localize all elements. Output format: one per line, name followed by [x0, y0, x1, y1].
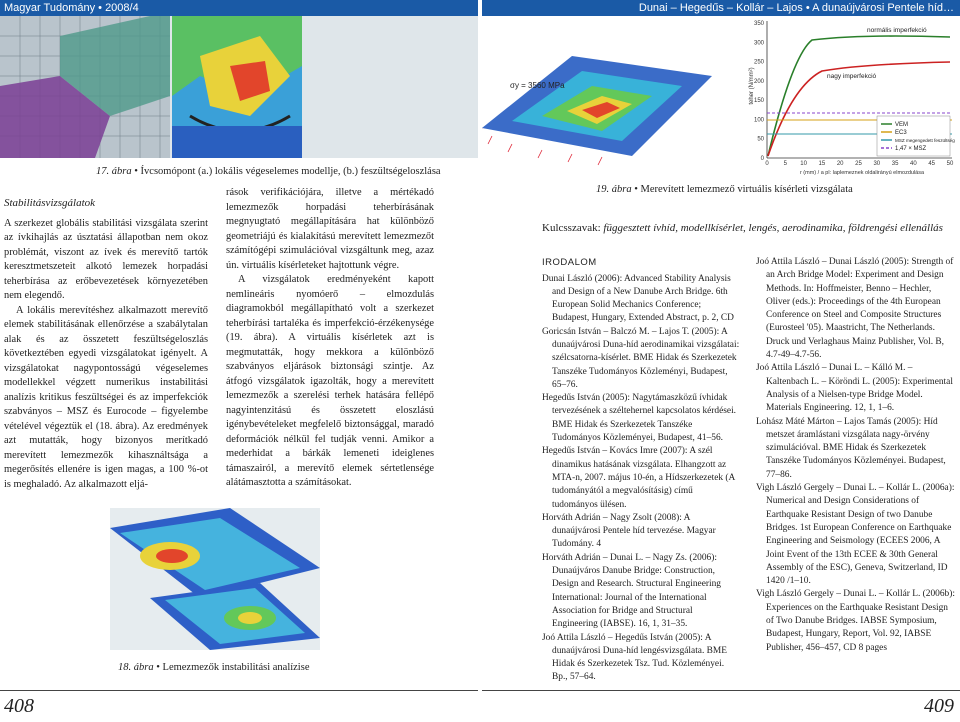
x-tick-label: 15 — [818, 161, 826, 167]
x-tick-label: 35 — [891, 161, 899, 167]
middle-paragraph-2: A vizsgálatok eredményeként kapott nemlineáris nyomóerő – elmozdulás diagramokból megállapítható volt a szerkezet teherbírási tartaléka és imperfekció-érzékenysége (19. ábra). A virtuális kísérletek azt is megmutatták, hogy mekkora a különböző szabványos eljárások biztonsági szintje. Az átfogó vizsgálatok igazolták, hogy a merevített lemezmezők a szerelési terhek hatására fellépő nagyintenzitású és összetett eloszlású igénybevételeket megfelelő biztonsággal, maradó deformációk nélkül fel tudják venni. Amikor a mederhidat a bárkák lemeneti ideiglenes támaszairól, a merevítő elemek sértetlensége alátámasztotta a számításokat. — [226, 274, 434, 488]
running-header-left: Magyar Tudomány • 2008/4 — [0, 0, 478, 16]
footer-rule-left — [0, 690, 478, 691]
x-ticks — [765, 161, 954, 167]
reference-item: Hegedűs István – Kovács Imre (2007): A szél dinamikus hatásának vizsgálata. Elhangzott az MTA-n, 2007. május 10-én, a Hídszerkezetek (A tudományától a megvalósításig) című tudományos ülésen. — [542, 446, 735, 510]
fig18-graphic — [110, 508, 320, 650]
middle-column — [226, 186, 434, 491]
fig19-image — [482, 16, 960, 176]
legend-item-0: VEM — [895, 122, 909, 128]
left-paragraph-2: A lokális merevítéshez alkalmazott merevítő elemek stabilitásának ellenőrzése a szabálytalan alak és az összetett feszültségeloszlás következtében egyedi vizsgálatokat igényelt. A vizsgálatokat nagypontosságú végeselemes modellekkel végzett numerikus instabilitási analízis kritikus feszültségei és az imperfekciók szabványos – MSZ és Eurocode – figyelembe vételével végeztük el (18. ábra). Az eredmények azt mutatták, hogy bizonyos merítkadó merevített lemezmezők kihasználtsága a megerősítés ellenére is igen magas, a 100 %-ot is meghaladó. Az alkalmazott eljá- — [4, 304, 208, 490]
reference-item: Lohász Máté Márton – Lajos Tamás (2005): Híd metszet áramlástani vizsgálata nagy-örvény szimulációval. BME Hidak és Szerkezetek Tanszéke Tudományos Közleményei. Budapest, 77–86. — [756, 416, 946, 480]
reference-item: Joó Attila László – Dunai László (2005): Strength of an Arch Bridge Model: Experiment and Design Methods. In: Hoffmeister, Benno – Hechler, Oliver (eds.): Proceedings of the 4th European Conference on Steel and Composite Structures (Eurosteel '05). Maastricht, The Netherlands. Druck und Verlaghaus Mainz Publisher, Vol. B, 4.7-49–4.7-56. — [756, 257, 954, 361]
x-tick-label: 20 — [836, 161, 844, 167]
fig18-caption: 18. ábra • Lemezmezők instabilitási analízise — [118, 662, 310, 673]
x-tick-label: 0 — [765, 161, 769, 167]
y-tick-label: 150 — [753, 98, 764, 105]
curve-normal-label: normális imperfekció — [867, 27, 927, 34]
fig19-graphic — [482, 16, 960, 176]
reference-item: Joó Attila László – Hegedűs István (2005): A dunaújvárosi Duna-híd lengésvizsgálata. BME Hidak és Szerkezetek Tsz. Tud. Közleményei. Bp., 57–64. — [542, 632, 727, 683]
fig19-caption: 19. ábra • Merevített lemezmező virtuális kísérleti vizsgálata — [596, 184, 853, 195]
y-tick-label: 350 — [753, 21, 764, 27]
left-paragraph-1: A szerkezet globális stabilitási vizsgálata szerint az ívkihajlás az úsztatási állapotban nem okoz problémát, viszont az ívek és merevítő tartók keresztmetszeteit alkotó lemezek horpadási teherbírása az erőbevezetések környezetében nem elegendő. — [4, 217, 208, 301]
y-tick-label: 200 — [753, 78, 764, 85]
legend-item-1: EC3 — [895, 130, 907, 136]
x-tick-label: 45 — [928, 161, 936, 167]
page-number-right: 409 — [924, 695, 954, 717]
keywords-text: függesztett ívhíd, modellkísérlet, lengés, aerodinamika, földrengési ellenállás — [603, 222, 943, 234]
references-heading: IRODALOM — [542, 257, 597, 268]
fig18-number: 18. ábra — [118, 662, 154, 673]
keywords-label: Kulcsszavak: — [542, 222, 601, 234]
reference-item: Joó Attila László – Dunai L. – Kálló M. – Kaltenbach L. – Köröndi L. (2005): Experimental Analysis of a Nielsen-type Bridge Model. Materials Engineering. 12, 1, 1–6. — [756, 363, 953, 414]
reference-item: Horváth Adrián – Nagy Zsolt (2008): A dunaújvárosi Pentele híd tervezése. Magyar Tudomány. 4 — [542, 512, 716, 550]
fig17-number: 17. ábra — [96, 166, 132, 177]
left-column — [4, 196, 208, 492]
fig17-caption: 17. ábra • Ívcsomópont (a.) lokális végeselemes modellje, (b.) feszültségeloszlása — [96, 166, 441, 177]
x-tick-label: 50 — [946, 161, 954, 167]
reference-item: Horváth Adrián – Dunai L. – Nagy Zs. (2006): Dunaújváros Danube Bridge: Construction, Design and Research. Structural Engineering International: Journal of the International Association for Bridge and Structural Engineering (IABSE). 16, 1, 31–35. — [542, 552, 721, 630]
legend-item-3: 1,47 × MSZ — [895, 146, 927, 152]
references-left — [542, 256, 740, 685]
fig18-image — [110, 508, 320, 650]
fig17-graphic — [0, 16, 478, 158]
y-tick-label: 50 — [757, 136, 764, 143]
y-ticks — [754, 21, 765, 162]
fig17-image — [0, 16, 478, 158]
curve-large-label: nagy imperfekció — [827, 73, 877, 80]
reference-item: Goricsán István – Balczó M. – Lajos T. (2005): A dunaújvárosi Duna-híd aerodinamikai vizsgálatai: szélcsatorna-kísérlet. BME Hidak és Szerkezetek Tanszéke Tudományos Közleményi, Budapest, 65–76. — [542, 326, 740, 390]
reference-item: Vigh László Gergely – Dunai L. – Kollár L. (2006b): Experiences on the Earthquake Resistant Design of Two Danube Bridges. IABSE Symposium, Budapest, Hungary, Report, Vol. 92, IABSE Publisher, 456–457, CD 8 pages — [756, 589, 955, 653]
fig18-text: Lemezmezők instabilitási analízise — [162, 662, 310, 673]
sigma-label: σy = 3560 MPa — [510, 81, 565, 90]
fig19-number: 19. ábra — [596, 184, 632, 195]
running-header-right: Dunai – Hegedűs – Kollár – Lajos • A dunaújvárosi Pentele híd… — [482, 0, 960, 16]
x-tick-label: 25 — [855, 161, 862, 167]
x-tick-label: 5 — [783, 161, 787, 167]
middle-paragraph-1: rások verifikációjára, illetve a mértékadó lemezmezők horpadási teherbírásának megnyugtató megállapítására hat különböző geometriájú és kialakítású merevített lemezmezőt számítógépi szimulációval vizsgáltunk meg, azaz ún. virtuális kísérleteket hajtottunk végre. — [226, 187, 434, 271]
legend-item-2: MSZ megengedett feszültség — [895, 138, 955, 143]
reference-item: Vigh László Gergely – Dunai L. – Kollár L. (2006a): Numerical and Design Considerations of Earthquake Resistant Design of two Danube Bridges. 1st European Conference on Earthquake Engineering and Seismology (ECEES 2006, A Joint Event of the 13th ECEE & 30th General Assembly of the ESC), Geneva, Switzerland, ID 1420 /1–10. — [756, 483, 955, 587]
footer-rule-right — [482, 690, 960, 691]
fig19-text: Merevített lemezmező virtuális kísérleti vizsgálata — [640, 184, 853, 195]
y-tick-label: 0 — [760, 156, 764, 162]
reference-item: Dunai László (2006): Advanced Stability Analysis and Design of a New Danube Arch Bridge. 6th European Solid Mechanics Conference; Budapest, Hungary, Extended Abstract, p. 2, CD — [542, 273, 734, 324]
chart-y-label: teher (N/mm²) — [749, 67, 755, 105]
keywords — [542, 222, 952, 234]
page-number-left: 408 — [4, 695, 34, 717]
y-tick-label: 100 — [753, 117, 764, 124]
y-tick-label: 300 — [753, 40, 764, 47]
x-tick-label: 40 — [910, 161, 917, 167]
reference-item: Hegedűs István (2005): Nagytámaszközű ívhidak tervezésének a széltehernel kapcsolatos kérdései. BME Hidak és Szerkezetek Tanszéke Tudományos Közleményei, Budapest, 41–56. — [542, 393, 737, 444]
chart-x-label: r (mm) / a pl: laplemeznek oldalirányú elmozdulása — [799, 170, 925, 176]
chart-legend — [877, 116, 955, 156]
section-heading: Stabilitásvizsgálatok — [4, 197, 96, 209]
references-right — [756, 256, 956, 655]
x-tick-label: 30 — [873, 161, 881, 167]
x-tick-label: 10 — [800, 161, 807, 167]
y-tick-label: 250 — [753, 59, 764, 66]
fig17-text: Ívcsomópont (a.) lokális végeselemes modellje, (b.) feszültségeloszlása — [140, 166, 441, 177]
